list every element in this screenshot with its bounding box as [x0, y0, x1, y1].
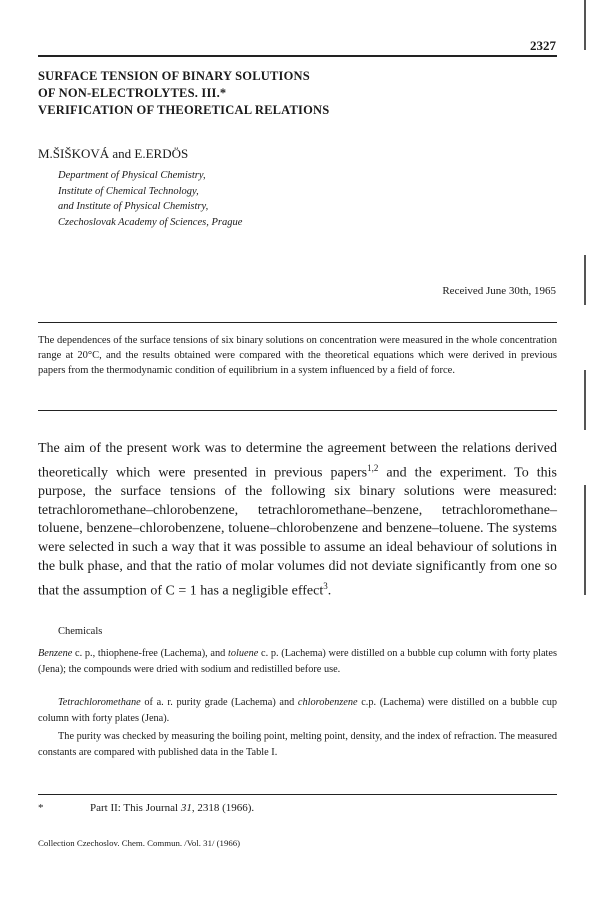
reference-superscript: 1,2: [367, 462, 379, 473]
chemical-term: Tetrachloromethane: [58, 697, 141, 708]
paragraph-text: c. p. (Lachema) were distilled on a bubble cup column with forty plates (Jena); the compounds were dried with sodium and redistilled before use.: [38, 648, 557, 675]
margin-line: [584, 0, 586, 50]
title-line: SURFACE TENSION OF BINARY SOLUTIONS: [38, 69, 310, 83]
footnote-mark: *: [38, 802, 44, 814]
margin-line: [584, 255, 586, 305]
section-heading-chemicals: Chemicals: [58, 626, 103, 637]
margin-line: [584, 485, 586, 595]
affiliation-line: Institute of Chemical Technology,: [58, 185, 199, 197]
affiliation: [58, 168, 242, 230]
title-line: OF NON-ELECTROLYTES. III.*: [38, 86, 227, 100]
article-title: [38, 68, 558, 119]
paragraph-text: c.p. (Lachema) were distilled on a bubble cup column with forty plates (Jena).: [38, 697, 557, 724]
chemicals-paragraph: [38, 695, 557, 726]
affiliation-line: and Institute of Physical Chemistry,: [58, 201, 209, 212]
paragraph-text: c. p., thiophene-free (Lachema), and: [72, 648, 228, 659]
intro-text: .: [327, 583, 332, 599]
intro-text: and the experiment. To this purpose, the surface tensions of the following six binary solutions were measured: tetrachloromethane–chlorobenzene, tetrachloromethane–benzene, tetrachloromethane–toluene, benzene–chlorobenzene, toluene–chlorobenzene and benzene–toluene. The systems were selected in such a way that it was possible to assume an ideal behaviour of solutions in the bulk phase, and that the ratio of molar volumes did not deviate significantly from one so that the assumption of C = 1 has a negligible effect: [38, 465, 558, 599]
margin-line: [584, 370, 586, 430]
received-date: Received June 30th, 1965: [442, 285, 556, 297]
footnote-text: Part II: This Journal: [90, 802, 181, 814]
chemicals-paragraph: [38, 646, 557, 677]
chemical-term: Benzene: [38, 648, 73, 659]
footnote-rule: [38, 794, 557, 795]
abstract-top-rule: [38, 322, 557, 323]
footnote: [38, 802, 254, 814]
chemical-term: toluene: [228, 648, 259, 659]
intro-paragraph: [38, 440, 557, 601]
footnote-volume: 31: [180, 802, 192, 814]
title-line: VERIFICATION OF THEORETICAL RELATIONS: [38, 103, 330, 117]
authors: M.ŠIŠKOVÁ and E.ERDÖS: [38, 146, 189, 161]
journal-line: Collection Czechoslov. Chem. Commun. /Vol. 31/ (1966): [38, 838, 241, 848]
header-rule: [38, 55, 557, 57]
affiliation-line: Department of Physical Chemistry,: [58, 170, 206, 181]
abstract-bottom-rule: [38, 410, 557, 411]
intro-text: The aim of the present work was to determine the agreement between the relations derived theoretically which were presented in previous papers: [38, 441, 557, 481]
abstract: The dependences of the surface tensions of six binary solutions on concentration were measured in the whole concentration range at 20°C, and the results obtained were compared with the theoretical equations which were derived in previous papers from the thermodynamic condition of equilibrium in a system influenced by a field of force.: [38, 335, 557, 376]
chemicals-paragraph: The purity was checked by measuring the boiling point, melting point, density, and the index of refraction. The measured constants are compared with published data in the Table I.: [38, 731, 557, 758]
paragraph-text: of a. r. purity grade (Lachema) and: [140, 697, 298, 708]
page-number: 2327: [530, 38, 556, 53]
chemical-term: chlorobenzene: [297, 697, 358, 708]
affiliation-line: Czechoslovak Academy of Sciences, Prague: [58, 216, 243, 228]
footnote-text: , 2318 (1966).: [191, 802, 255, 814]
reference-superscript: 3: [323, 580, 328, 591]
